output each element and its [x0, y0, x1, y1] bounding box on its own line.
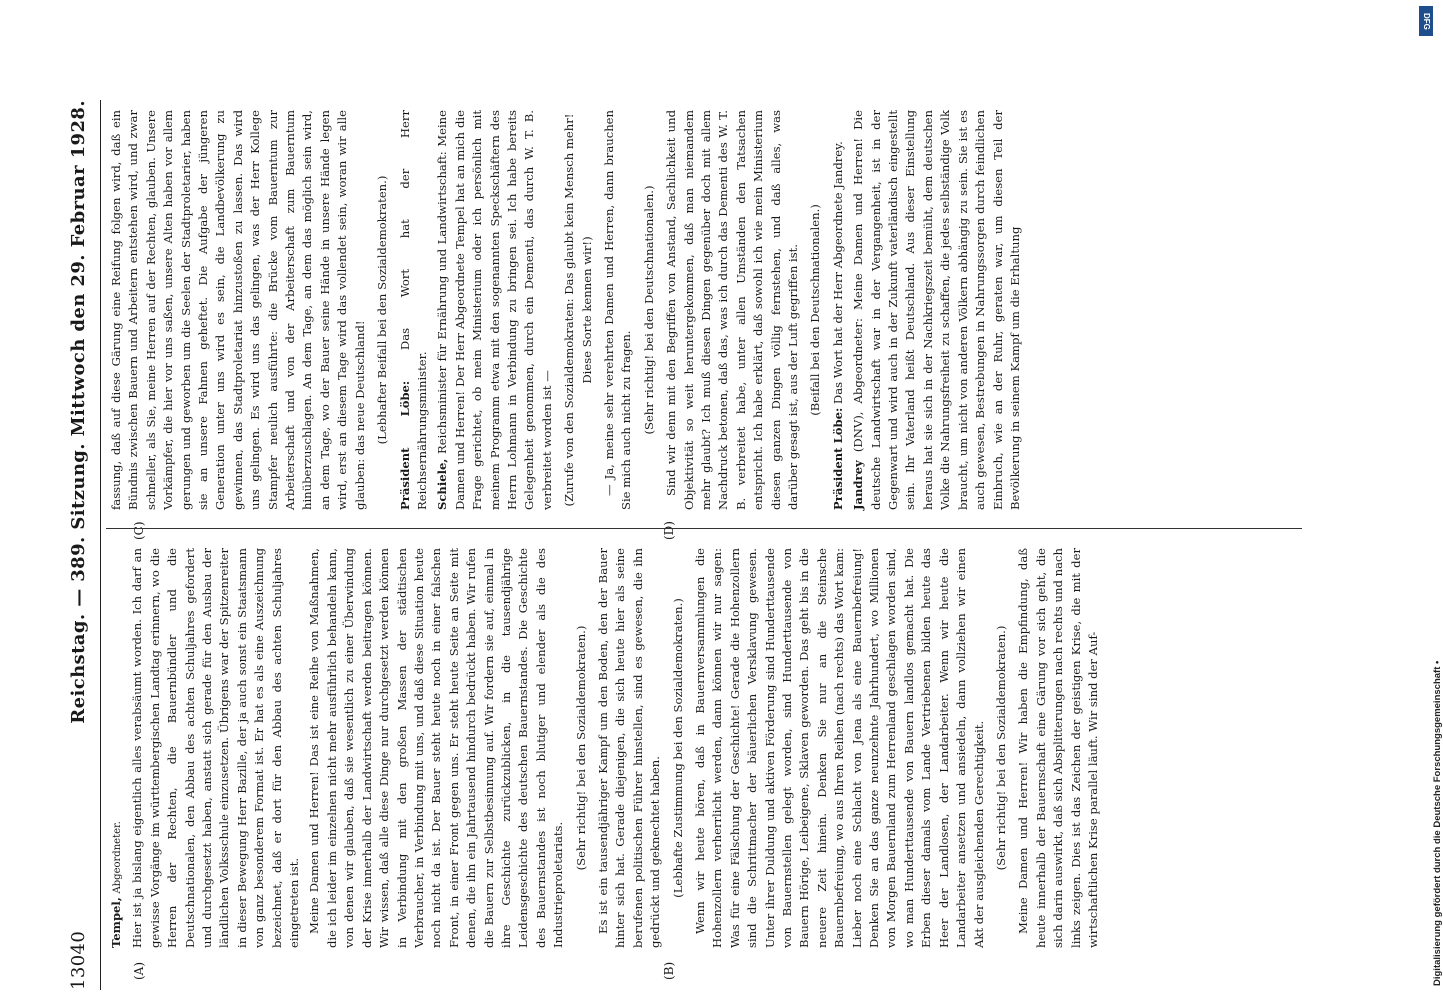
interjection [670, 548, 687, 948]
speech-paragraph [601, 110, 636, 510]
speech-paragraph [1015, 548, 1102, 948]
speaker-paragraph [434, 110, 556, 510]
speaker-role: Abgeordneter. [112, 821, 123, 894]
speech-paragraph [306, 548, 567, 948]
paragraph-text: Meine Damen und Herren! Wir haben die Empfindung, daß heute innerhalb der Bauernschaft eine Gärung vor sich geht, die sich darin auswirkt, daß sich Absplitterungen nach rechts und nach links zeigen. Dies ist das Zeichen der geistigen Krise, die mit der wirtschaftlichen Krise parallel läuft. Wir sind der Auf- [1016, 548, 1100, 948]
speaker-name: Tempel, [109, 897, 123, 948]
speaker-paragraph [108, 548, 126, 948]
speaker-name: Präsident Löbe: [830, 407, 845, 510]
speaker-name: Präsident Löbe: [397, 380, 412, 510]
interjection [993, 548, 1010, 948]
speaker-paragraph [397, 110, 432, 510]
paragraph-text: Wenn wir heute hören, daß in Bauernversammlungen die Hohenzollern verherrlicht werden, dann können wir nur sagen: Was für eine Fälschung der Geschichte! Gerade die Hohenzollern sind die Schrittmacher der bäuerlichen Versklavung gewesen. Unter ihrer Duldung und aktiven Förderung sind Hunderttausende von Bauernstellen gelegt worden, sind Hunderttausende von Bauern Hörige, Leibeigene, Sklaven geworden. Das geht bis in die neuere Zeit hinein. Denken Sie nur an die Steinsche Bauernbefreiung, wo aus Ihren Reihen (nach rechts) das Wort kam: Lieber noch eine Schlacht von Jena als eine Bauernbefreiung! Denken Sie an das ganze neunzehnte Jahrhundert, wo Millionen von Morgen Bauernland zum Herrenland geschlagen worden sind, wo man Hunderttausende von Bauern landlos gemacht hat. Die Erben dieser damals vom Lande Vertriebenen bilden heute das Heer der Landlosen, der Landarbeiter. Wenn wir heute die Landarbeiter ansetzen und ansiedeln, dann vollziehen wir einen Akt der ausgleichenden Gerechtigkeit. [693, 548, 986, 948]
dfg-logo: DFG [1419, 6, 1433, 36]
scanned-page [62, 90, 1312, 1000]
interjection-text: (Sehr richtig! bei den Deutschnationalen.) [641, 185, 656, 435]
interjection [641, 110, 658, 510]
page-number: 13040 [68, 930, 89, 990]
interjection [374, 110, 391, 510]
interjection-text: (Zurufe von den Sozialdemokraten: Das glaubt kein Mensch mehr! Diese Sorte kennen wir!) [562, 113, 594, 507]
interjection [807, 110, 824, 510]
interjection-text: (Sehr richtig! bei den Sozialdemokraten.) [993, 625, 1008, 871]
margin-letter-d: (D) [662, 521, 676, 540]
speaker-paragraph [830, 110, 847, 510]
margin-letter-b: (B) [662, 961, 676, 980]
speech-paragraph [108, 110, 369, 510]
paragraph-text: Reichsminister für Ernährung und Landwirtschaft: Meine Damen und Herren! Der Herr Abgeordnete Tempel hat an mich die Frage gerichtet, ob mein Ministerium oder ich persönlich mit meinem Programm etwa mit den sogenannten Speckschäftern des Herrn Lohmann in Verbindung zu bringen sei. Ich habe bereits Gelegenheit genommen, durch ein Dementi, das durch W. T. B. verbreitet worden ist — [435, 110, 554, 510]
paragraph-text: (DNV), Abgeordneter: Meine Damen und Herren! Die deutsche Landwirtschaft war in der Vergangenheit, ist in der Gegenwart und wird auch in der Zukunft vaterländisch eingestellt sein. Ihr Vaterland heißt Deutschland. Aus dieser Einstellung heraus hat sie sich in der Nachkriegszeit bemüht, dem deutschen Volke die Nahrungsfreiheit zu schaffen, die jedes selbständige Volk braucht, um nicht von anderen Völkern abhängig zu sein. Sie ist es auch gewesen, Bestrebungen in Nahrungssorgen durch feindlichen Einbruch, wie an der Ruhr, geraten war, um diesen Teil der Bevölkerung in seinem Kampf um die Erhaltung [851, 110, 1022, 510]
speaker-name: Schiele, [435, 458, 450, 510]
speech-paragraph [663, 110, 802, 510]
column-divider [106, 528, 1302, 529]
speaker-name: Jandrey [851, 460, 866, 510]
interjection [561, 110, 596, 510]
credit-text: Digitalisierung gefördert durch die Deutsche Forschungsgemeinschaft • [1432, 660, 1443, 986]
interjection-text: (Lebhafte Zustimmung bei den Sozialdemokraten.) [670, 598, 685, 898]
speech-paragraph [595, 548, 665, 948]
paragraph-text: Hier ist ja bislang eigentlich alles verabsäumt worden. Ich darf an gewisse Vorgänge im württembergischen Landtag erinnern, wo die Herren der Rechten, die Bauernbündler und die Deutschnationalen, den Abbau des achten Schuljahres gefordert und durchgesetzt haben, anstatt sich gerade für den Ausbau der ländlichen Volksschule einzusetzen. Übrigens war der Spitzenreiter in dieser Bewegung Herr Bazille, der ja auch sonst ein Staatsmann von ganz besonderem Format ist. Er hat es als eine Auszeichnung bezeichnet, daß er dort für den Abbau des achten Schuljahres eingetreten ist. [130, 548, 302, 948]
paragraph-text: fassung, daß auf diese Gärung eine Reifung folgen wird, daß ein Bündnis zwischen Bauern und Arbeitern entstehen wird, und zwar schneller, als Sie, meine Herren auf der Rechten, glauben. Unsere Vorkämpfer, die hier vor uns saßen, unsere Alten haben vor allem gerungen und geworben um die Seelen der Stadtproletarier, haben sie an unsere Fahnen geheftet. Die Aufgabe der jüngeren Generation unter uns wird es sein, die Landbevölkerung zu gewinnen, das Stadtproletariat hinzustoßen zu lassen. Das wird uns gelingen. Es wird uns das gelingen, was der Herr Kollege Stampfer neulich ausführte: die Brücke vom Bauerntum zur Arbeiterschaft und von der Arbeiterschaft zum Bauerntum hinüberzuschlagen. An dem Tage, an dem das möglich sein wird, an dem Tage, wo der Bauer seine Hände in unsere Hände legen wird, erst an diesem Tage wird das vollendet sein, woran wir alle glauben: das neue Deutschland! [109, 110, 367, 510]
paragraph-text: Das Wort hat der Herr Reichsernährungsminister. [397, 110, 429, 510]
paragraph-text: — Ja, meine sehr verehrten Damen und Herren, dann brauchen Sie mich auch nicht zu fragen. [601, 110, 634, 510]
header-rule [100, 100, 101, 990]
interjection-text: (Lebhafter Beifall bei den Sozialdemokraten.) [375, 175, 390, 445]
page-title: Reichstag. — 389. Sitzung. Mittwoch den 29. Februar 1928. [68, 100, 89, 724]
paragraph-text: Meine Damen und Herren! Das ist eine Reihe von Maßnahmen, die ich leider im einzelnen nicht mehr ausführlich behandeln kann, von denen wir glauben, daß sie wesentlich zu einer Überwindung der Krise innerhalb der Landwirtschaft werden beitragen können. Wir wissen, daß alle diese Dinge nur durchgesetzt werden können in Verbindung mit den großen Massen der städtischen Verbraucher, in Verbindung mit uns, und daß diese Situation heute noch nicht da ist. Der Bauer steht heute noch in einer falschen Front, in einer Front gegen uns. Er steht heute Seite an Seite mit denen, die ihn ein Jahrtausend hindurch bedrückt haben. Wir rufen die Bauern zur Selbstbesinnung auf. Wir fordern sie auf, einmal in ihre Geschichte zurückzublicken, in die tausendjährige Leidensgeschichte des deutschen Bauernstandes. Die Geschichte des Bauernstandes ist noch blutiger und elender als die des Industrieproletariats. [307, 548, 566, 948]
speech-paragraph [692, 548, 988, 948]
margin-letter-c: (C) [132, 521, 146, 540]
left-column [108, 548, 1308, 948]
paragraph-text: Sind wir denn mit den Begriffen von Anstand, Sachlichkeit und Objektivität so weit heruntergekommen, daß man niemandem mehr glaubt? Ich muß diesen Dingen gegenüber doch mit allem Nachdruck betonen, daß das, was ich durch das Dementi des W. T. B. verbreitet habe, unter allen Umständen den Tatsachen entspricht. Ich habe erklärt, daß sowohl ich wie mein Ministerium diesen ganzen Dingen völlig fernstehen, und daß alles, was darüber gesagt ist, aus der Luft gegriffen ist. [664, 110, 801, 510]
page-header [68, 100, 98, 990]
right-column [108, 110, 1308, 510]
margin-letter-a: (A) [132, 961, 146, 980]
interjection-text: (Sehr richtig! bei den Sozialdemokraten.) [573, 625, 588, 871]
paragraph-text: Es ist ein tausendjähriger Kampf um den Boden, den der Bauer hinter sich hat. Gerade diejenigen, die sich heute hier als seine berufenen politischen Führer hinstellen, sind es gewesen, die ihn gedrückt und geknechtet haben. [595, 548, 663, 948]
speech-paragraph [129, 548, 303, 948]
interjection [573, 548, 590, 948]
digitization-credit [1418, 0, 1443, 1000]
interjection-text: (Beifall bei den Deutschnationalen.) [808, 204, 823, 416]
speaker-paragraph [850, 110, 1024, 510]
paragraph-text: Das Wort hat der Herr Abgeordnete Jandrey. [830, 141, 845, 405]
